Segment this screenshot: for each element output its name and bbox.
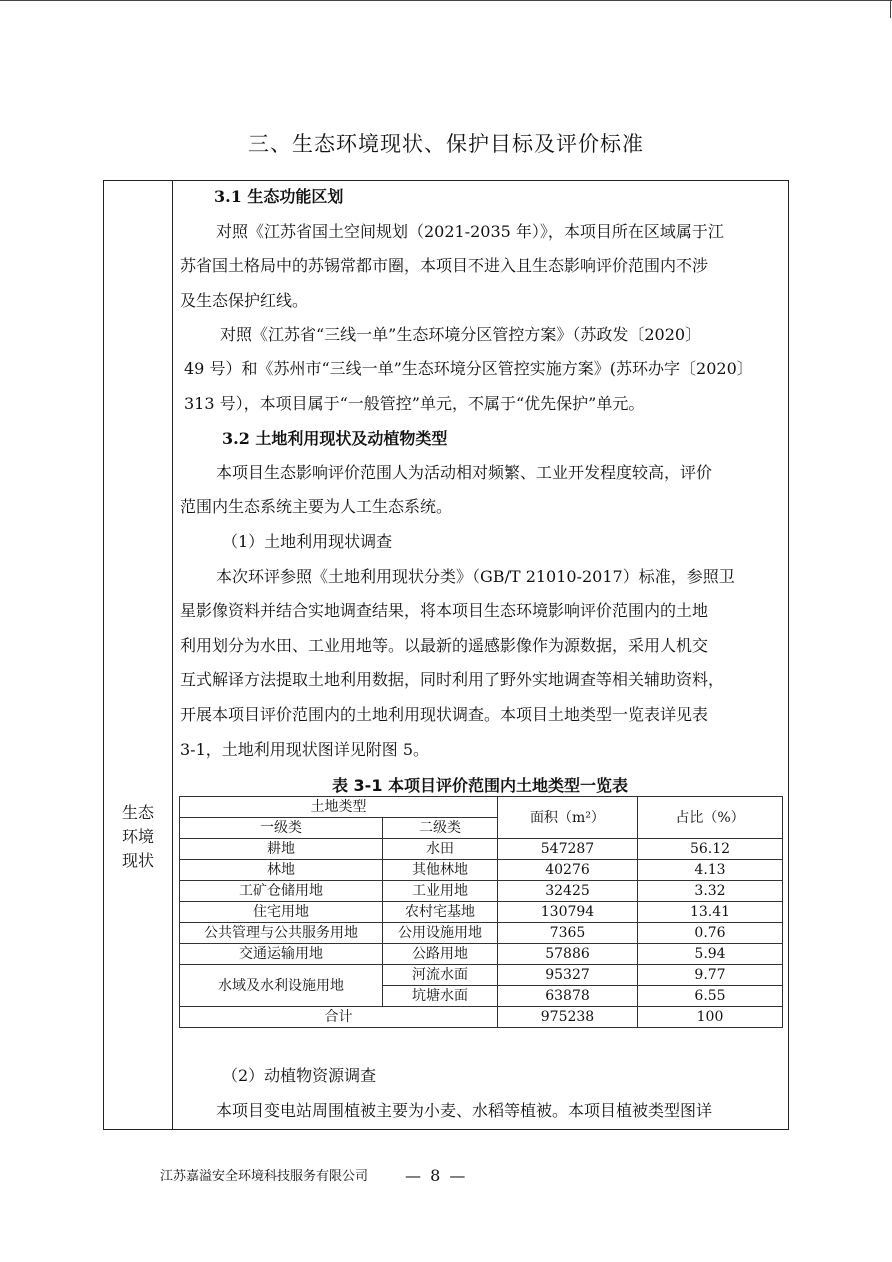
cell-ratio: 3.32 xyxy=(638,881,783,902)
header-level1: 一级类 xyxy=(180,818,383,839)
cell-ratio: 4.13 xyxy=(638,860,783,881)
table-row xyxy=(180,860,783,881)
total-area: 975238 xyxy=(498,1007,638,1028)
cell-l2: 公用设施用地 xyxy=(383,923,498,944)
total-ratio: 100 xyxy=(638,1007,783,1028)
total-label: 合计 xyxy=(180,1007,498,1028)
page-title: 三、生态环境现状、保护目标及评价标准 xyxy=(248,132,644,156)
paragraph-line: 及生态保护红线。 xyxy=(180,291,309,310)
cell-l2: 河流水面 xyxy=(383,965,498,986)
cell-l2: 坑塘水面 xyxy=(383,986,498,1007)
table-row xyxy=(180,965,783,986)
cell-l1: 水域及水利设施用地 xyxy=(180,965,383,1007)
side-label xyxy=(104,801,172,873)
paragraph-line: 313 号），本项目属于“一般管控”单元，不属于“优先保护”单元。 xyxy=(184,394,645,413)
paragraph-line: 星影像资料并结合实地调查结果，将本项目生态环境影响评价范围内的土地 xyxy=(180,601,709,620)
cell-l1: 公共管理与公共服务用地 xyxy=(180,923,383,944)
side-label-line: 现状 xyxy=(121,851,154,870)
cell-area: 130794 xyxy=(498,902,638,923)
cell-ratio: 9.77 xyxy=(638,965,783,986)
subsection-heading: （1）土地利用现状调查 xyxy=(222,532,393,551)
table-header-row xyxy=(180,797,783,818)
cell-l1: 住宅用地 xyxy=(180,902,383,923)
cell-l2: 工业用地 xyxy=(383,881,498,902)
table-row xyxy=(180,881,783,902)
cell-l1: 工矿仓储用地 xyxy=(180,881,383,902)
table-row xyxy=(180,944,783,965)
cell-area: 95327 xyxy=(498,965,638,986)
table-caption: 表 3-1 本项目评价范围内土地类型一览表 xyxy=(331,776,629,795)
side-label-line: 生态 xyxy=(121,803,154,822)
table-row xyxy=(180,902,783,923)
page-number: — 8 — xyxy=(405,1166,468,1185)
corner-rule xyxy=(890,0,891,18)
paragraph-line: 本项目生态影响评价范围人为活动相对频繁、工业开发程度较高，评价 xyxy=(216,463,713,482)
subsection-heading: （2）动植物资源调查 xyxy=(222,1066,377,1085)
paragraph-line: 对照《江苏省“三线一单”生态环境分区管控方案》（苏政发〔2020〕 xyxy=(220,325,702,344)
cell-area: 40276 xyxy=(498,860,638,881)
table-row xyxy=(180,839,783,860)
cell-l2: 其他林地 xyxy=(383,860,498,881)
paragraph-line: 本次环评参照《土地利用现状分类》（GB/T 21010-2017）标准，参照卫 xyxy=(216,567,735,586)
paragraph-line: 利用划分为水田、工业用地等。以最新的遥感影像作为源数据，采用人机交 xyxy=(180,636,709,655)
paragraph-line: 49 号）和《苏州市“三线一单”生态环境分区管控实施方案》(苏环办字〔2020〕 xyxy=(184,359,753,378)
paragraph-line: 本项目变电站周围植被主要为小麦、水稻等植被。本项目植被类型图详 xyxy=(216,1101,713,1120)
top-rule xyxy=(0,0,892,1)
cell-ratio: 5.94 xyxy=(638,944,783,965)
cell-area: 547287 xyxy=(498,839,638,860)
table-total-row xyxy=(180,1007,783,1028)
cell-l2: 农村宅基地 xyxy=(383,902,498,923)
cell-l1: 耕地 xyxy=(180,839,383,860)
paragraph-line: 3-1，土地利用现状图详见附图 5。 xyxy=(180,740,430,759)
cell-ratio: 0.76 xyxy=(638,923,783,944)
header-level2: 二级类 xyxy=(383,818,498,839)
paragraph-line: 范围内生态系统主要为人工生态系统。 xyxy=(180,497,453,516)
paragraph-line: 互式解译方法提取土地利用数据，同时利用了野外实地调查等相关辅助资料， xyxy=(180,670,725,689)
paragraph-line: 对照《江苏省国土空间规划（2021-2035 年）》，本项目所在区域属于江 xyxy=(216,222,724,241)
land-type-table xyxy=(179,796,783,1028)
cell-area: 7365 xyxy=(498,923,638,944)
side-label-line: 环境 xyxy=(121,827,154,846)
cell-area: 32425 xyxy=(498,881,638,902)
paragraph-line: 开展本项目评价范围内的土地利用现状调查。本项目土地类型一览表详见表 xyxy=(180,705,709,724)
cell-l1: 交通运输用地 xyxy=(180,944,383,965)
section-heading-3-1: 3.1 生态功能区划 xyxy=(214,187,344,206)
cell-ratio: 56.12 xyxy=(638,839,783,860)
cell-area: 63878 xyxy=(498,986,638,1007)
column-divider xyxy=(172,181,173,1129)
footer-company: 江苏嘉溢安全环境科技服务有限公司 xyxy=(160,1169,369,1184)
paragraph-line: 苏省国土格局中的苏锡常都市圈，本项目不进入且生态影响评价范围内不涉 xyxy=(180,256,709,275)
cell-l2: 水田 xyxy=(383,839,498,860)
cell-l2: 公路用地 xyxy=(383,944,498,965)
header-land-type: 土地类型 xyxy=(180,797,498,818)
cell-l1: 林地 xyxy=(180,860,383,881)
cell-ratio: 6.55 xyxy=(638,986,783,1007)
header-area: 面积（m²） xyxy=(498,797,638,839)
header-ratio: 占比（%） xyxy=(638,797,783,839)
cell-ratio: 13.41 xyxy=(638,902,783,923)
cell-area: 57886 xyxy=(498,944,638,965)
section-heading-3-2: 3.2 土地利用现状及动植物类型 xyxy=(222,429,448,448)
table-row xyxy=(180,923,783,944)
